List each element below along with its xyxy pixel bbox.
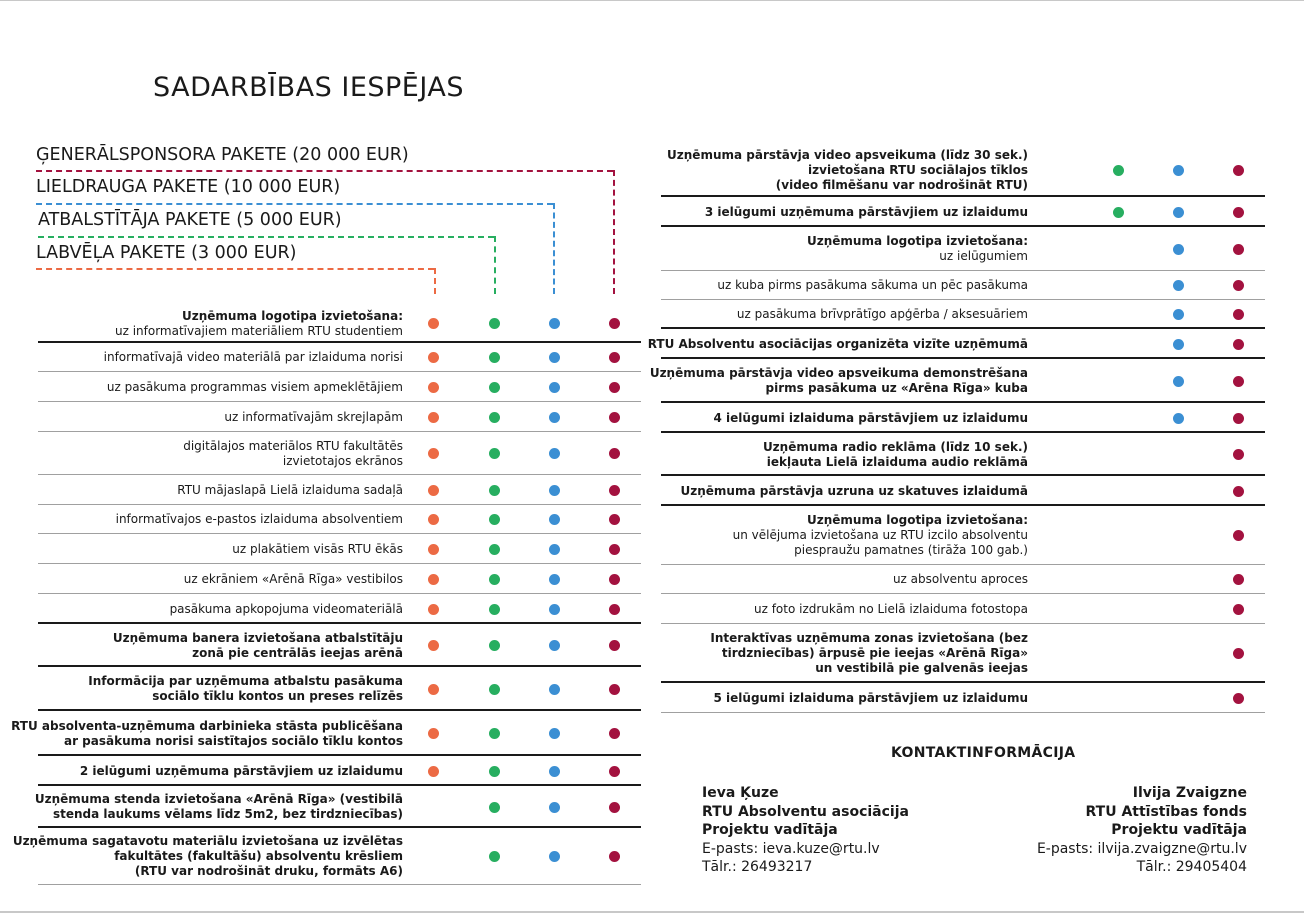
benefit-description	[681, 476, 1028, 506]
red-package-dot	[428, 382, 439, 393]
benefit-description	[107, 372, 403, 402]
blue-package-dot	[1173, 207, 1184, 218]
contact-role: Projektu vadītāja	[1111, 822, 1247, 838]
red-package-dot	[428, 544, 439, 555]
blue-package-dot	[1173, 413, 1184, 424]
green-package-dot	[489, 766, 500, 777]
package-label: LABVĒĻA PAKETE (3 000 EUR)	[36, 243, 297, 263]
row-divider	[38, 884, 641, 885]
benefit-row	[38, 402, 641, 432]
burgundy-package-dot	[1233, 486, 1244, 497]
package-connector-vertical	[613, 170, 615, 294]
benefit-text-line: uz ekrāniem «Arēnā Rīga» vestibilos	[183, 571, 403, 586]
red-package-dot	[428, 640, 439, 651]
benefit-text-line: piespraužu pamatnes (tirāža 100 gab.)	[794, 543, 1028, 557]
burgundy-package-dot	[609, 352, 620, 363]
benefit-row	[661, 476, 1265, 506]
package-label: LIELDRAUGA PAKETE (10 000 EUR)	[36, 177, 341, 197]
contact-phone[interactable]: Tālr.: 26493217	[702, 859, 813, 875]
benefit-row	[661, 403, 1265, 433]
red-package-dot	[428, 604, 439, 615]
benefit-text-line: Uzņēmuma pārstāvja uzruna uz skatuves izlaidumā	[680, 483, 1028, 498]
benefit-description	[714, 403, 1028, 433]
benefit-description	[224, 402, 403, 432]
benefit-row	[38, 594, 641, 624]
benefit-description	[113, 624, 403, 667]
benefit-text-line: ar pasākuma norisi saistītajos sociālo tīklu kontos	[63, 733, 403, 748]
green-package-dot	[489, 352, 500, 363]
benefit-text-line: stenda laukums vēlams līdz 5m2, bez tirdzniecības)	[52, 807, 403, 821]
benefit-text-line: RTU absolventa-uzņēmuma darbinieka stāsta publicēšana	[11, 718, 403, 733]
benefit-text-line: uz informatīvajiem materiāliem RTU studentiem	[114, 323, 403, 338]
green-package-dot	[489, 640, 500, 651]
benefit-text-line: uz ielūgumiem	[939, 249, 1028, 263]
contact-name: Ilvija Zvaigzne	[1132, 785, 1247, 801]
blue-package-dot	[549, 514, 560, 525]
benefit-text-line: (RTU var nodrošināt druku, formāts A6)	[134, 864, 403, 878]
burgundy-package-dot	[609, 574, 620, 585]
contact-org: RTU Absolventu asociācija	[702, 803, 909, 820]
page-border-top	[0, 0, 1304, 1]
blue-package-dot	[1173, 339, 1184, 350]
burgundy-package-dot	[1233, 693, 1244, 704]
benefit-text-line: uz pasākuma programmas visiem apmeklētājiem	[106, 379, 403, 394]
blue-package-dot	[549, 728, 560, 739]
benefit-description	[807, 227, 1028, 271]
contact-phone[interactable]: Tālr.: 29405404	[1136, 859, 1247, 875]
benefit-text-line: Uzņēmuma banera izvietošana atbalstītāju	[112, 630, 403, 645]
green-package-dot	[489, 684, 500, 695]
benefit-text-line: Uzņēmuma pārstāvja video apsveikuma (līdz 30 sek.)	[667, 147, 1028, 162]
burgundy-package-dot	[1233, 376, 1244, 387]
blue-package-dot	[549, 318, 560, 329]
burgundy-package-dot	[609, 514, 620, 525]
package-label: ATBALSTĪTĀJA PAKETE (5 000 EUR)	[38, 210, 342, 230]
benefit-description	[714, 683, 1028, 713]
green-package-dot	[489, 574, 500, 585]
benefit-description	[177, 475, 403, 505]
contact-email[interactable]: E-pasts: ieva.kuze@rtu.lv	[702, 840, 880, 857]
benefit-description	[116, 505, 403, 534]
benefit-row	[12, 828, 641, 885]
burgundy-package-dot	[1233, 165, 1244, 176]
benefit-text-line: Uzņēmuma logotipa izvietošana:	[807, 234, 1028, 248]
green-package-dot	[489, 851, 500, 862]
blue-package-dot	[549, 412, 560, 423]
red-package-dot	[428, 485, 439, 496]
benefit-text-line: Uzņēmuma logotipa izvietošana:	[807, 513, 1028, 527]
benefit-row	[661, 506, 1265, 565]
benefit-description	[184, 564, 403, 594]
green-package-dot	[489, 544, 500, 555]
benefit-row	[661, 143, 1265, 197]
benefit-row	[38, 304, 641, 343]
red-package-dot	[428, 766, 439, 777]
row-divider	[661, 712, 1265, 713]
burgundy-package-dot	[1233, 604, 1244, 615]
benefit-description	[710, 624, 1028, 683]
benefit-description	[648, 329, 1028, 359]
package-connector-vertical	[553, 203, 555, 294]
page-border-bottom	[0, 911, 1304, 913]
benefit-row	[34, 786, 641, 828]
benefit-text-line: 3 ielūgumi uzņēmuma pārstāvjiem uz izlaidumu	[704, 204, 1028, 219]
burgundy-package-dot	[609, 684, 620, 695]
benefit-description	[115, 304, 403, 343]
benefit-text-line: Uzņēmuma radio reklāma (līdz 10 sek.)	[762, 439, 1028, 454]
green-package-dot	[489, 604, 500, 615]
benefit-row	[38, 756, 641, 786]
contact-org: RTU Attīstības fonds	[1085, 803, 1247, 820]
burgundy-package-dot	[609, 851, 620, 862]
blue-package-dot	[1173, 376, 1184, 387]
green-package-dot	[489, 514, 500, 525]
benefit-description	[13, 828, 403, 885]
benefit-text-line: uz informatīvajām skrejlapām	[224, 409, 403, 424]
benefit-description	[733, 506, 1028, 565]
benefit-row	[661, 565, 1265, 594]
benefit-text-line: 2 ielūgumi uzņēmuma pārstāvjiem uz izlaidumu	[79, 763, 403, 778]
burgundy-package-dot	[1233, 309, 1244, 320]
blue-package-dot	[1173, 244, 1184, 255]
red-package-dot	[428, 728, 439, 739]
burgundy-package-dot	[1233, 280, 1244, 291]
benefit-text-line: un vēlējuma izvietošana uz RTU izcilo absolventu	[732, 528, 1028, 542]
contact-role: Projektu vadītāja	[702, 822, 838, 838]
burgundy-package-dot	[1233, 530, 1244, 541]
contacts-title: KONTAKTINFORMĀCIJA	[891, 745, 1076, 761]
blue-package-dot	[1173, 280, 1184, 291]
blue-package-dot	[549, 352, 560, 363]
benefit-text-line: RTU Absolventu asociācijas organizēta vizīte uzņēmumā	[647, 336, 1028, 351]
benefit-text-line: un vestibilā pie galvenās ieejas	[815, 661, 1028, 675]
package-connector-horizontal	[36, 203, 553, 205]
red-package-dot	[428, 352, 439, 363]
burgundy-package-dot	[1233, 207, 1244, 218]
benefit-row	[661, 227, 1265, 271]
burgundy-package-dot	[1233, 413, 1244, 424]
benefit-row	[647, 329, 1265, 359]
blue-package-dot	[1173, 165, 1184, 176]
red-package-dot	[428, 574, 439, 585]
burgundy-package-dot	[1233, 339, 1244, 350]
burgundy-package-dot	[609, 448, 620, 459]
burgundy-package-dot	[609, 382, 620, 393]
benefit-description	[88, 667, 403, 711]
benefit-text-line: uz absolventu aproces	[892, 572, 1028, 586]
green-package-dot	[489, 485, 500, 496]
benefit-text-line: 5 ielūgumi izlaiduma pārstāvjiem uz izlaidumu	[713, 690, 1028, 705]
blue-package-dot	[549, 544, 560, 555]
burgundy-package-dot	[609, 485, 620, 496]
blue-package-dot	[549, 766, 560, 777]
blue-package-dot	[549, 802, 560, 813]
benefit-row	[38, 564, 641, 594]
benefit-text-line: uz plakātiem visās RTU ēkās	[232, 541, 403, 556]
benefit-text-line: RTU mājaslapā Lielā izlaiduma sadaļā	[177, 482, 403, 497]
benefit-row	[38, 372, 641, 402]
benefit-row	[661, 271, 1265, 300]
package-connector-vertical	[434, 268, 436, 294]
benefit-text-line: Uzņēmuma pārstāvja video apsveikuma demonstrēšana	[649, 366, 1028, 380]
red-package-dot	[428, 514, 439, 525]
blue-package-dot	[549, 604, 560, 615]
page-title: SADARBĪBAS IESPĒJAS	[153, 72, 464, 103]
green-package-dot	[489, 382, 500, 393]
benefit-row	[649, 359, 1265, 403]
benefit-text-line: Uzņēmuma logotipa izvietošana:	[182, 308, 403, 323]
benefit-description	[80, 756, 403, 786]
contact-email[interactable]: E-pasts: ilvija.zvaigzne@rtu.lv	[1036, 840, 1247, 857]
burgundy-package-dot	[609, 604, 620, 615]
benefit-description	[183, 432, 403, 475]
benefit-row	[661, 197, 1265, 227]
blue-package-dot	[549, 684, 560, 695]
blue-package-dot	[549, 851, 560, 862]
benefit-text-line: uz foto izdrukām no Lielā izlaiduma fotostopa	[753, 601, 1028, 616]
benefit-text-line: (video filmēšanu var nodrošināt RTU)	[775, 177, 1028, 192]
benefit-row	[661, 594, 1265, 624]
benefit-row	[38, 534, 641, 564]
red-package-dot	[428, 412, 439, 423]
burgundy-package-dot	[609, 728, 620, 739]
red-package-dot	[428, 684, 439, 695]
benefit-description	[232, 534, 403, 564]
package-label: ĢENERĀLSPONSORA PAKETE (20 000 EUR)	[36, 145, 409, 165]
benefit-description	[705, 197, 1028, 227]
red-package-dot	[428, 448, 439, 459]
benefit-description	[754, 594, 1028, 624]
benefit-text-line: sociālo tīklu kontos un preses relīzēs	[152, 689, 403, 703]
benefit-row	[661, 683, 1265, 713]
green-package-dot	[489, 318, 500, 329]
benefit-text-line: izvietotajos ekrānos	[282, 453, 403, 468]
green-package-dot	[1113, 207, 1124, 218]
benefit-row	[38, 505, 641, 534]
burgundy-package-dot	[1233, 244, 1244, 255]
benefit-text-line: pirms pasākuma uz «Arēna Rīga» kuba	[765, 381, 1028, 395]
benefit-text-line: uz pasākuma brīvprātīgo apģērba / aksesuāriem	[736, 307, 1028, 321]
benefit-row	[661, 300, 1265, 329]
benefit-description	[763, 433, 1028, 476]
red-package-dot	[428, 318, 439, 329]
burgundy-package-dot	[609, 802, 620, 813]
burgundy-package-dot	[609, 766, 620, 777]
benefit-text-line: Interaktīvas uzņēmuma zonas izvietošana (bez	[710, 631, 1028, 645]
benefit-row	[38, 475, 641, 505]
benefit-text-line: tirdzniecības) ārpusē pie ieejas «Arēnā Rīga»	[721, 646, 1028, 660]
blue-package-dot	[1173, 309, 1184, 320]
benefit-row	[38, 624, 641, 667]
burgundy-package-dot	[1233, 449, 1244, 460]
benefit-row	[661, 433, 1265, 476]
green-package-dot	[489, 448, 500, 459]
benefit-text-line: informatīvajā video materiālā par izlaiduma norisi	[103, 350, 403, 364]
benefit-description	[737, 300, 1028, 329]
benefit-description	[11, 711, 403, 756]
benefit-row	[38, 343, 641, 372]
benefit-text-line: fakultātes (fakultāšu) absolventu krēsliem	[114, 849, 403, 863]
package-connector-horizontal	[36, 268, 434, 270]
benefit-description	[717, 271, 1028, 300]
benefit-row	[11, 711, 641, 756]
blue-package-dot	[549, 485, 560, 496]
benefit-text-line: iekļauta Lielā izlaiduma audio reklāmā	[766, 454, 1028, 469]
green-package-dot	[489, 728, 500, 739]
benefit-text-line: digitālajos materiālos RTU fakultātēs	[183, 438, 403, 453]
blue-package-dot	[549, 574, 560, 585]
benefit-description	[650, 359, 1028, 403]
package-connector-horizontal	[38, 236, 494, 238]
benefit-text-line: Uzņēmuma sagatavotu materiālu izvietošana uz izvēlētas	[12, 834, 403, 848]
contact-name: Ieva Ķuze	[702, 785, 779, 801]
benefit-row	[661, 624, 1265, 683]
benefit-text-line: Informācija par uzņēmuma atbalstu pasākuma	[88, 674, 403, 688]
benefit-row	[38, 432, 641, 475]
burgundy-package-dot	[1233, 648, 1244, 659]
blue-package-dot	[549, 382, 560, 393]
benefit-description	[667, 143, 1028, 197]
benefit-text-line: Uzņēmuma stenda izvietošana «Arēnā Rīga» (vestibilā	[34, 792, 403, 806]
benefit-description	[893, 565, 1028, 594]
burgundy-package-dot	[609, 544, 620, 555]
benefit-text-line: pasākuma apkopojuma videomateriālā	[169, 601, 403, 616]
package-connector-horizontal	[36, 170, 613, 172]
package-connector-vertical	[494, 236, 496, 294]
benefit-description	[170, 594, 403, 624]
burgundy-package-dot	[609, 640, 620, 651]
benefit-text-line: izvietošana RTU sociālajos tīklos	[808, 162, 1028, 177]
burgundy-package-dot	[609, 318, 620, 329]
benefit-text-line: 4 ielūgumi izlaiduma pārstāvjiem uz izlaidumu	[713, 410, 1028, 425]
green-package-dot	[489, 412, 500, 423]
contact-card-left	[702, 784, 909, 877]
benefit-text-line: informatīvajos e-pastos izlaiduma absolventiem	[115, 512, 403, 526]
benefit-description	[35, 786, 403, 828]
benefit-text-line: uz kuba pirms pasākuma sākuma un pēc pasākuma	[717, 278, 1028, 292]
contact-card-right	[1037, 784, 1247, 877]
burgundy-package-dot	[609, 412, 620, 423]
blue-package-dot	[549, 640, 560, 651]
benefit-row	[38, 667, 641, 711]
green-package-dot	[489, 802, 500, 813]
benefit-text-line: zonā pie centrālās ieejas arēnā	[192, 645, 403, 660]
green-package-dot	[1113, 165, 1124, 176]
burgundy-package-dot	[1233, 574, 1244, 585]
blue-package-dot	[549, 448, 560, 459]
benefit-description	[104, 343, 403, 372]
